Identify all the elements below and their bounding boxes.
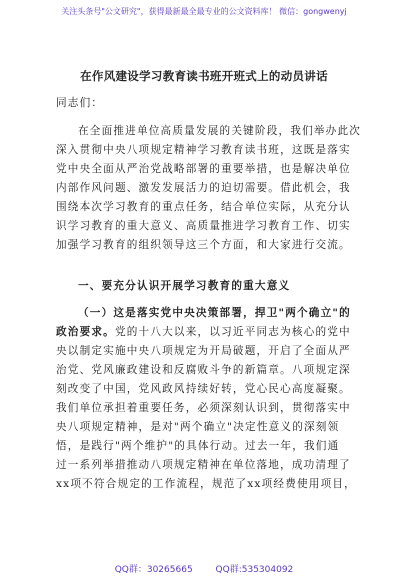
paragraph-line: 党的十八大以来，以习近平同志为核心的党中 [114,326,351,338]
subsection-heading: （一）这是落实党中央决策部署，捍卫"两个确立"的 [78,307,351,319]
paragraph-line: 深入贯彻中央八项规定精神学习教育读书班，这既是落实 [56,144,351,156]
document-title: 在作风建设学习教育读书班开班式上的动员讲话 [80,69,328,83]
paragraph-line: 识学习教育的重大意义、高质量推进学习教育工作、切实 [56,220,351,232]
paragraph-line: 我们单位承担着重要任务，必须深刻认识到，贯彻落实中 [56,402,351,414]
paragraph-line: 悟，是践行"两个维护"的具体行动。过去一年，我们通 [56,440,340,452]
paragraph-line: xx项不符合规定的工作流程，规范了xx项经费使用项目， [56,478,356,490]
footer-qq-group-2: QQ群:535304092 [215,565,294,575]
paragraph-line: 内部作风问题、激发发展活力的迫切需要。借此机会，我 [56,182,351,194]
header-banner: 关注头条号"公文研究"，获得最新最全最专业的公文资料库！ 微信：gongwenyj [61,7,347,16]
paragraph-line: 治党、党风廉政建设和反腐败斗争的新篇章。八项规定深 [56,364,351,376]
paragraph-line: 刻改变了中国，党风政风持续好转，党心民心高度凝聚。 [56,383,351,395]
paragraph-line: 加强学习教育的组织领导这三个方面，和大家进行交流。 [56,239,351,251]
paragraph-line: 过一系列举措推动八项规定精神在单位落地，成功清理了 [56,459,351,471]
paragraph-line: 围绕本次学习教育的重点任务，结合单位实际，从充分认 [56,201,351,213]
subsection-heading-continuation [56,325,356,339]
footer-qq-group-1: QQ群：30265665 [114,565,193,575]
section-heading: 一、要充分认识开展学习教育的重大意义 [78,280,291,292]
paragraph-line: 央以制定实施中央八项规定为开局破题，开启了全面从严 [56,345,351,357]
paragraph-line: 在全面推进单位高质量发展的关键阶段，我们举办此次 [78,125,362,137]
footer [0,562,408,575]
paragraph-line: 央八项规定精神，是对"两个确立"决定性意义的深刻领 [56,421,340,433]
paragraph-line: 党中央全面从严治党战略部署的重要举措，也是解决单位 [56,163,351,175]
subsection-heading-end: 政治要求。 [56,326,115,338]
salutation: 同志们： [56,97,104,109]
